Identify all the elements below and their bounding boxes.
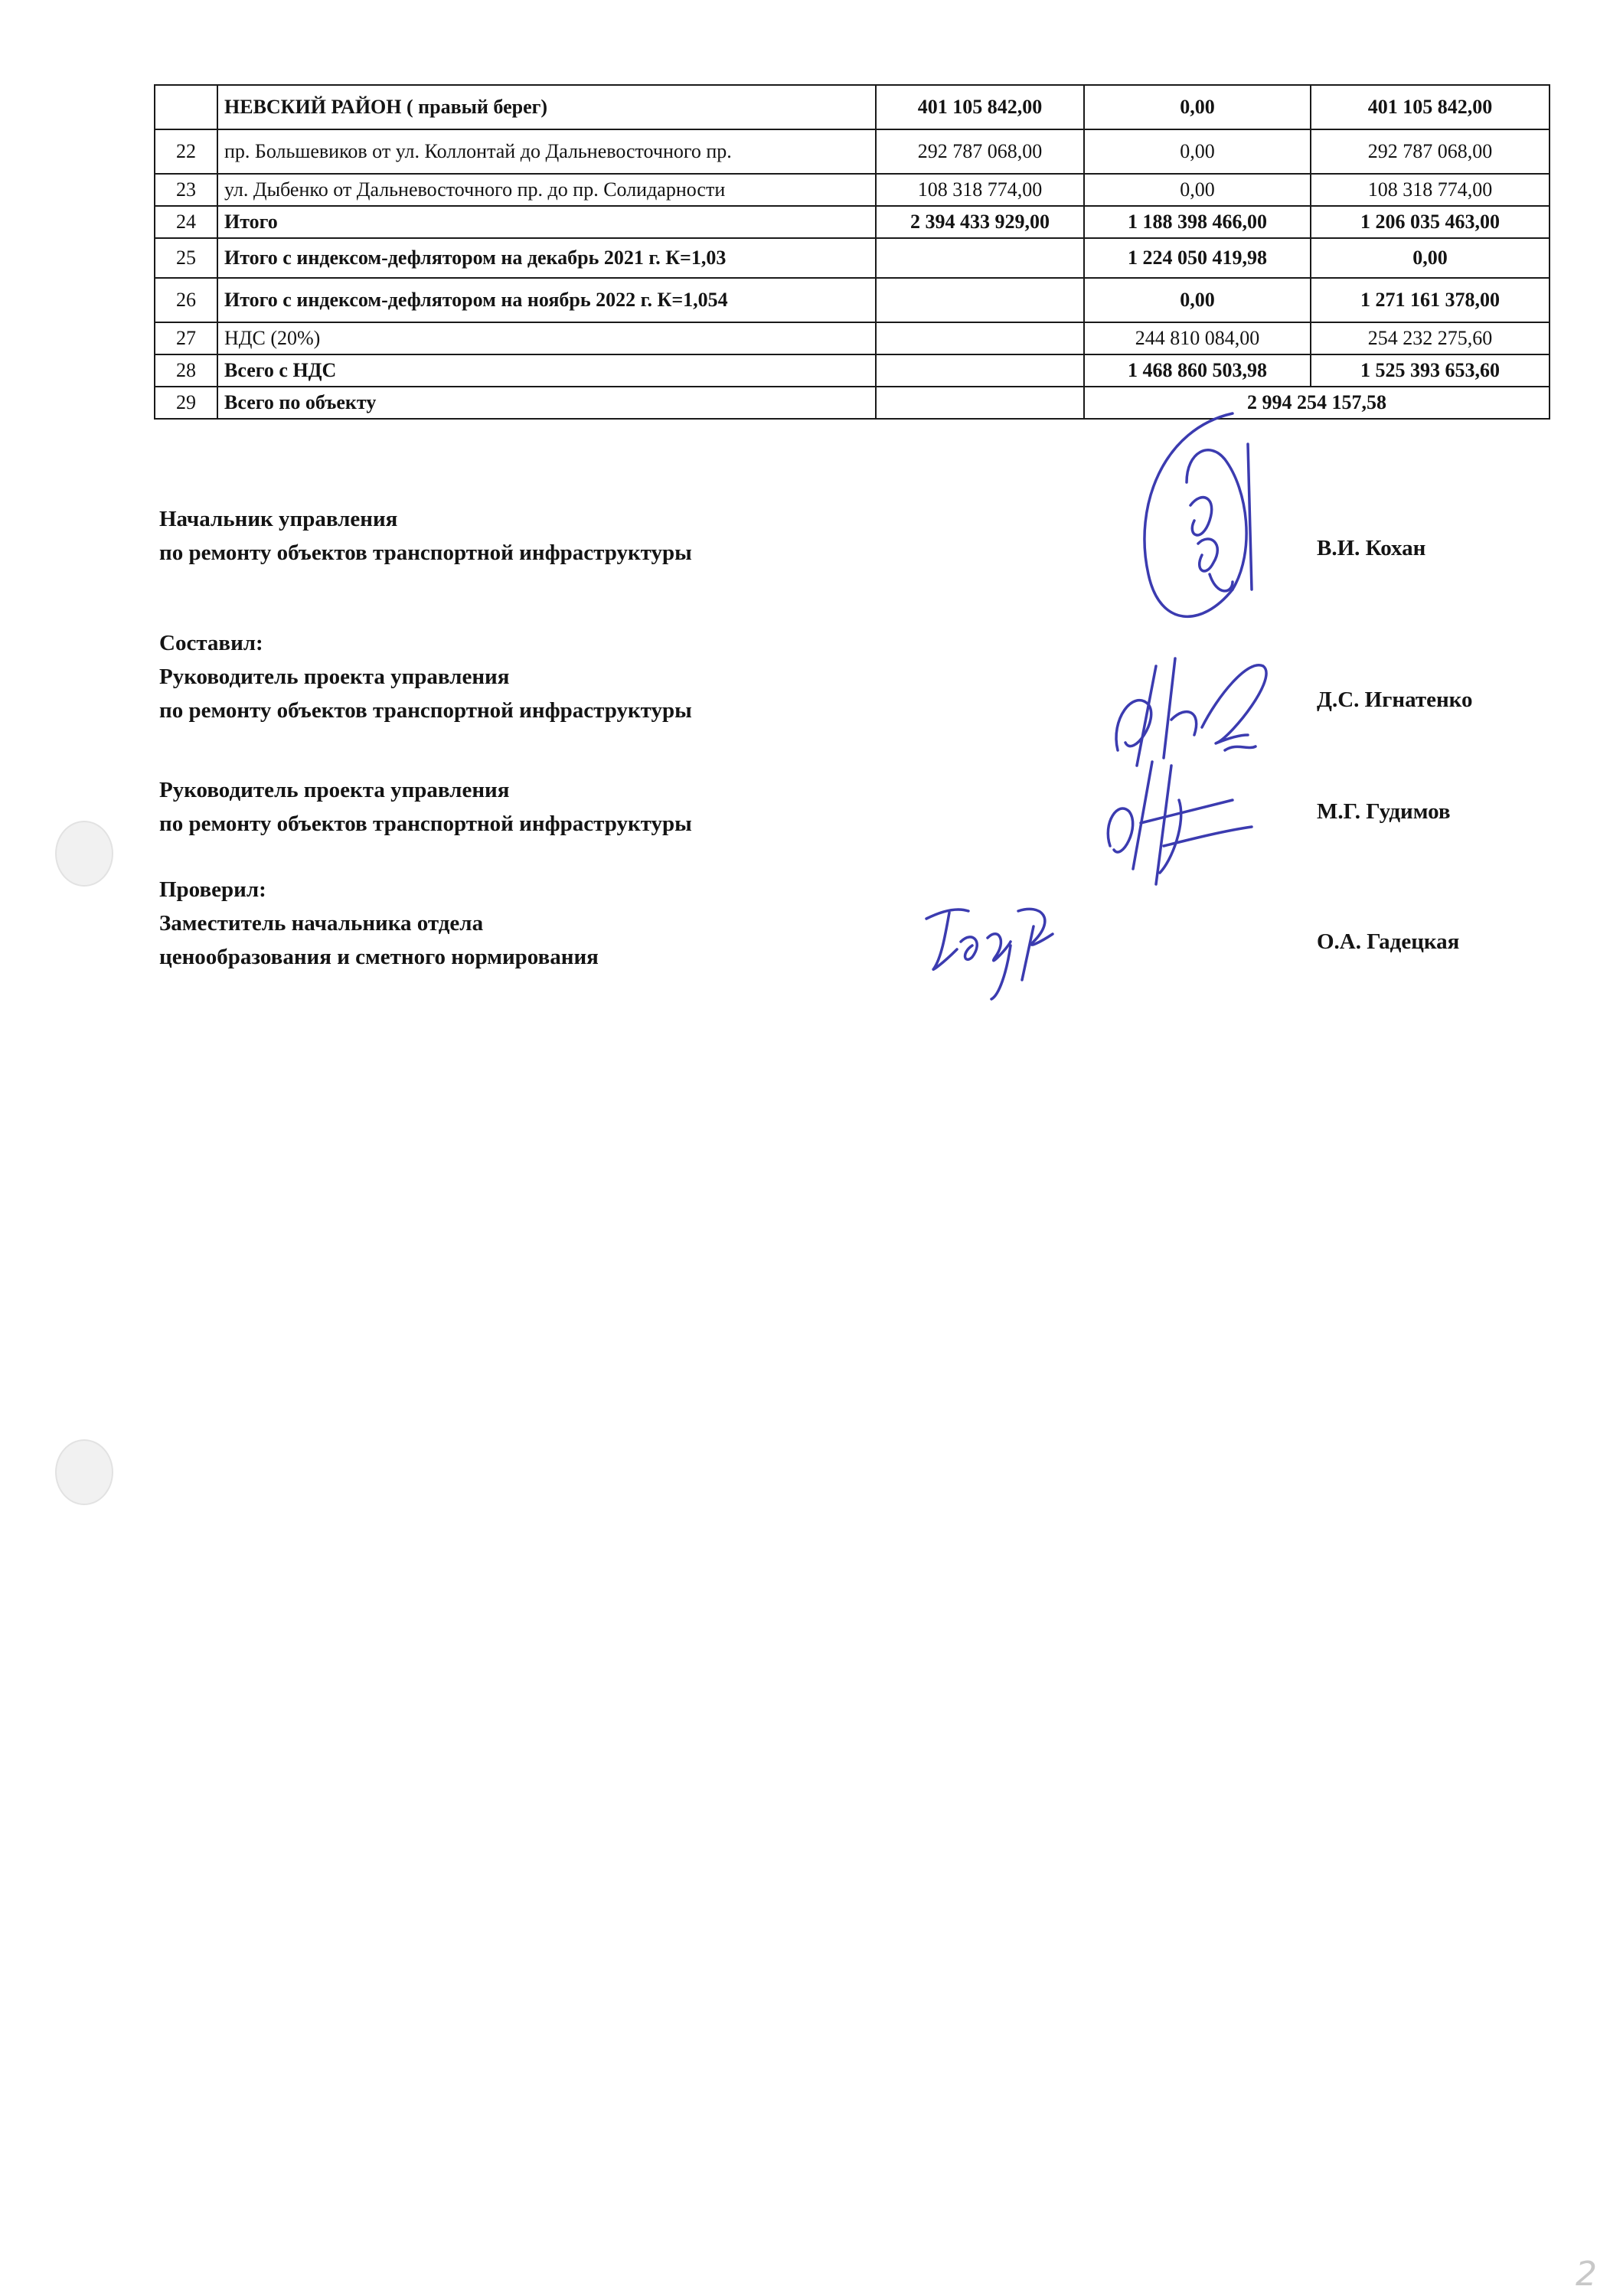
row-name: Итого с индексом-дефлятором на ноябрь 2022 г. К=1,054 [217, 278, 876, 322]
row-2022: 401 105 842,00 [1311, 85, 1550, 129]
row-2021: 1 188 398 466,00 [1084, 206, 1311, 238]
table-row [155, 238, 1550, 278]
row-2021: 0,00 [1084, 85, 1311, 129]
row-2021: 1 224 050 419,98 [1084, 238, 1311, 278]
table-row [155, 278, 1550, 322]
row-2021: 0,00 [1084, 278, 1311, 322]
table-row [155, 387, 1550, 419]
punch-hole [55, 821, 113, 887]
signature-kokhan-icon [1118, 398, 1301, 643]
signatory-title [159, 773, 692, 841]
table-row [155, 322, 1550, 354]
row-name: ул. Дыбенко от Дальневосточного пр. до пр. Солидарности [217, 174, 876, 206]
estimate-table [154, 84, 1550, 420]
signatory-name: О.А. Гадецкая [1317, 929, 1460, 954]
table-row [155, 129, 1550, 174]
signatory-title [159, 873, 599, 974]
table-row [155, 206, 1550, 238]
row-total [876, 322, 1084, 354]
row-number: 24 [155, 206, 217, 238]
row-name: Итого с индексом-дефлятором на декабрь 2021 г. К=1,03 [217, 238, 876, 278]
row-number [155, 85, 217, 129]
row-name: НДС (20%) [217, 322, 876, 354]
punch-hole [55, 1439, 113, 1505]
title-line: Заместитель начальника отдела [159, 911, 484, 936]
title-line: по ремонту объектов транспортной инфраструктуры [159, 698, 692, 723]
row-2022: 1 206 035 463,00 [1311, 206, 1550, 238]
title-line: Начальник управления [159, 507, 398, 531]
row-name: пр. Большевиков от ул. Коллонтай до Дальневосточного пр. [217, 129, 876, 174]
signatory-title [159, 502, 692, 570]
row-2022: 1 271 161 378,00 [1311, 278, 1550, 322]
grand-total-value: 2 994 254 157,58 [1084, 387, 1550, 419]
row-total: 292 787 068,00 [876, 129, 1084, 174]
row-number: 28 [155, 354, 217, 387]
row-2022: 108 318 774,00 [1311, 174, 1550, 206]
row-number: 26 [155, 278, 217, 322]
signatory-name: М.Г. Гудимов [1317, 799, 1451, 824]
signatory-title [159, 626, 692, 727]
row-total [876, 387, 1084, 419]
row-number: 23 [155, 174, 217, 206]
row-2022: 1 525 393 653,60 [1311, 354, 1550, 387]
title-line: по ремонту объектов транспортной инфраструктуры [159, 812, 692, 836]
row-number: 27 [155, 322, 217, 354]
row-2022: 292 787 068,00 [1311, 129, 1550, 174]
row-total: 108 318 774,00 [876, 174, 1084, 206]
row-number: 22 [155, 129, 217, 174]
row-name: НЕВСКИЙ РАЙОН ( правый берег) [217, 85, 876, 129]
title-line: Составил: [159, 631, 263, 655]
row-total [876, 278, 1084, 322]
row-2021: 1 468 860 503,98 [1084, 354, 1311, 387]
title-line: ценообразования и сметного нормирования [159, 945, 599, 969]
signatory-name: В.И. Кохан [1317, 536, 1426, 560]
signatory-name: Д.С. Игнатенко [1317, 687, 1473, 712]
title-line: по ремонту объектов транспортной инфраструктуры [159, 541, 692, 565]
row-2021: 0,00 [1084, 174, 1311, 206]
row-2021: 244 810 084,00 [1084, 322, 1311, 354]
row-name: Итого [217, 206, 876, 238]
table-row [155, 85, 1550, 129]
table-row [155, 174, 1550, 206]
row-name: Всего с НДС [217, 354, 876, 387]
title-line: Руководитель проекта управления [159, 778, 510, 802]
row-name: Всего по объекту [217, 387, 876, 419]
page-number: 2 [1576, 2255, 1597, 2294]
row-number: 29 [155, 387, 217, 419]
row-number: 25 [155, 238, 217, 278]
row-total: 2 394 433 929,00 [876, 206, 1084, 238]
row-total: 401 105 842,00 [876, 85, 1084, 129]
row-2022: 254 232 275,60 [1311, 322, 1550, 354]
signature-gadetskaya-icon [919, 896, 1072, 1003]
table-row [155, 354, 1550, 387]
title-line: Руководитель проекта управления [159, 665, 510, 689]
row-total [876, 354, 1084, 387]
row-2022: 0,00 [1311, 238, 1550, 278]
title-line: Проверил: [159, 877, 266, 902]
row-total [876, 238, 1084, 278]
row-2021: 0,00 [1084, 129, 1311, 174]
signature-gudimov-icon [1087, 754, 1263, 892]
